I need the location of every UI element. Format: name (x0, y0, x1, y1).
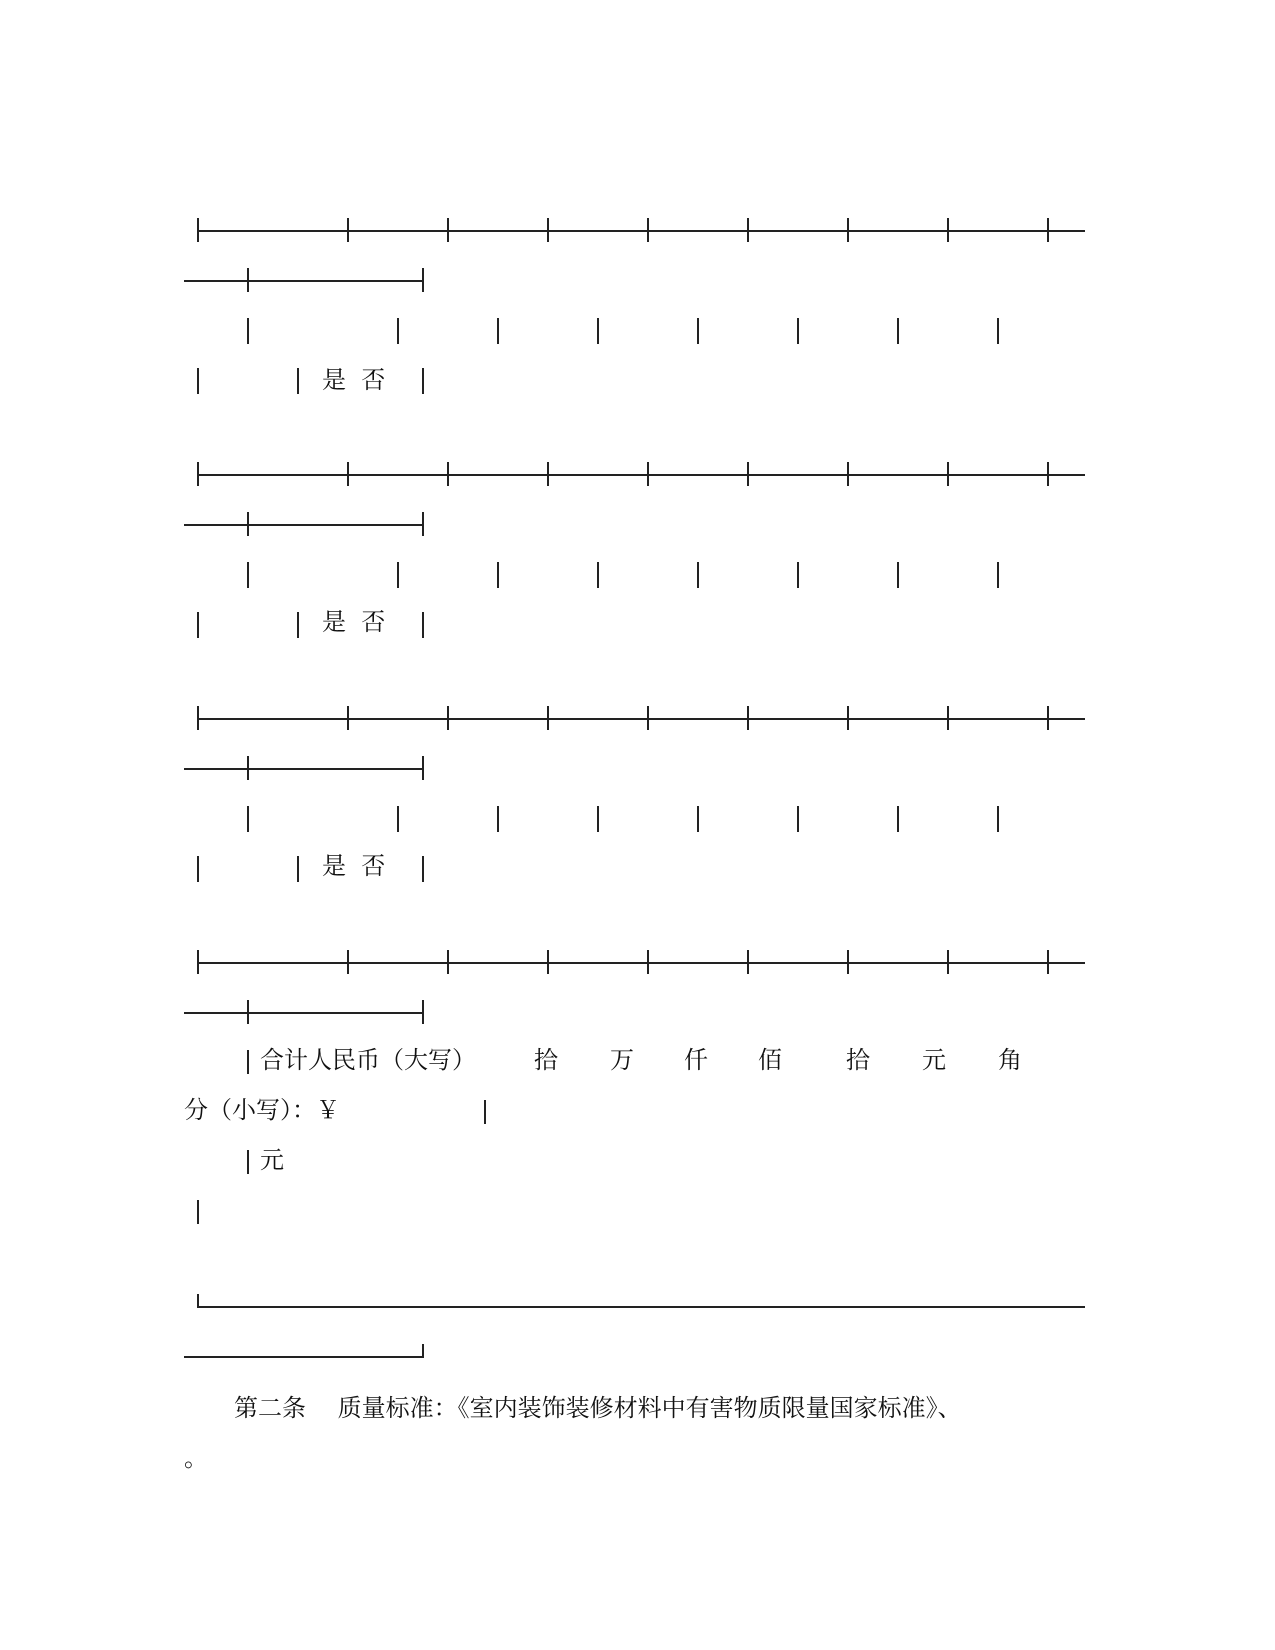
table-divider (497, 318, 499, 344)
table-divider (197, 706, 199, 730)
table-divider (697, 562, 699, 588)
table-divider (422, 856, 424, 882)
table-divider (297, 856, 299, 882)
table-divider (697, 318, 699, 344)
table-divider (847, 706, 849, 730)
table-divider (1047, 462, 1049, 486)
table-rule (184, 524, 424, 526)
table-divider (647, 218, 649, 242)
table-divider (422, 1000, 424, 1024)
table-divider (347, 706, 349, 730)
table-divider (847, 462, 849, 486)
table-divider (997, 318, 999, 344)
table-rule (197, 1306, 1085, 1308)
table-divider (297, 368, 299, 394)
table-divider (247, 512, 249, 536)
table-divider (197, 368, 199, 394)
table-divider (597, 318, 599, 344)
unit-label: 拾 (534, 1046, 558, 1074)
table-divider (947, 950, 949, 974)
table-divider (547, 218, 549, 242)
small-amount-label: 分（小写）：￥ (184, 1096, 340, 1124)
table-divider (197, 612, 199, 638)
unit-label: 万 (610, 1046, 634, 1074)
table-divider (797, 318, 799, 344)
table-divider (447, 950, 449, 974)
table-divider (347, 950, 349, 974)
table-divider (597, 562, 599, 588)
table-divider (447, 218, 449, 242)
table-divider (547, 950, 549, 974)
table-divider (1047, 218, 1049, 242)
table-divider (997, 806, 999, 832)
table-rule (184, 768, 424, 770)
table-divider (997, 562, 999, 588)
yes-no-label: 是 否 (322, 852, 386, 880)
table-rule (197, 230, 1085, 232)
yuan-label: 元 (260, 1146, 284, 1174)
table-divider (797, 562, 799, 588)
table-divider (497, 806, 499, 832)
table-divider (947, 218, 949, 242)
table-divider (247, 562, 249, 588)
table-divider (397, 562, 399, 588)
table-rule (197, 962, 1085, 964)
table-divider (847, 950, 849, 974)
table-divider (247, 756, 249, 780)
table-divider (347, 462, 349, 486)
table-divider (197, 462, 199, 486)
table-divider (197, 950, 199, 974)
table-divider (747, 218, 749, 242)
table-rule (197, 718, 1085, 720)
table-divider (447, 706, 449, 730)
yes-no-label: 是 否 (322, 366, 386, 394)
yes-no-label: 是 否 (322, 608, 386, 636)
clause-text: 第二条 质量标准：《室内装饰装修材料中有害物质限量国家标准》、 (234, 1394, 962, 1422)
table-divider (422, 1344, 424, 1358)
table-divider (422, 368, 424, 394)
table-divider (747, 462, 749, 486)
table-divider (747, 706, 749, 730)
table-divider (197, 1200, 199, 1224)
table-divider (247, 1050, 249, 1074)
unit-label: 仟 (684, 1046, 708, 1074)
table-rule (197, 474, 1085, 476)
table-divider (1047, 950, 1049, 974)
table-divider (247, 268, 249, 292)
table-divider (347, 218, 349, 242)
table-divider (597, 806, 599, 832)
table-divider (497, 562, 499, 588)
table-divider (897, 806, 899, 832)
unit-label: 角 (998, 1046, 1022, 1074)
table-divider (197, 218, 199, 242)
table-divider (247, 806, 249, 832)
table-divider (797, 806, 799, 832)
table-divider (422, 756, 424, 780)
table-divider (547, 462, 549, 486)
table-divider (297, 612, 299, 638)
unit-label: 元 (922, 1046, 946, 1074)
table-divider (247, 1150, 249, 1174)
table-divider (422, 512, 424, 536)
table-rule (184, 1356, 424, 1358)
table-divider (422, 268, 424, 292)
table-divider (247, 318, 249, 344)
table-divider (947, 462, 949, 486)
table-rule (184, 280, 424, 282)
table-divider (547, 706, 549, 730)
table-divider (697, 806, 699, 832)
table-divider (947, 706, 949, 730)
table-divider (397, 806, 399, 832)
table-divider (847, 218, 849, 242)
table-divider (397, 318, 399, 344)
table-divider (247, 1000, 249, 1024)
table-divider (422, 612, 424, 638)
table-divider (747, 950, 749, 974)
unit-label: 佰 (758, 1046, 782, 1074)
table-divider (1047, 706, 1049, 730)
total-label: 合计人民币（大写） (260, 1046, 476, 1074)
table-divider (197, 856, 199, 882)
clause-end: 。 (184, 1444, 208, 1472)
table-divider (484, 1100, 486, 1124)
table-rule (184, 1012, 424, 1014)
table-divider (647, 706, 649, 730)
table-divider (647, 950, 649, 974)
table-divider (897, 562, 899, 588)
table-divider (447, 462, 449, 486)
table-divider (897, 318, 899, 344)
unit-label: 拾 (846, 1046, 870, 1074)
table-divider (647, 462, 649, 486)
